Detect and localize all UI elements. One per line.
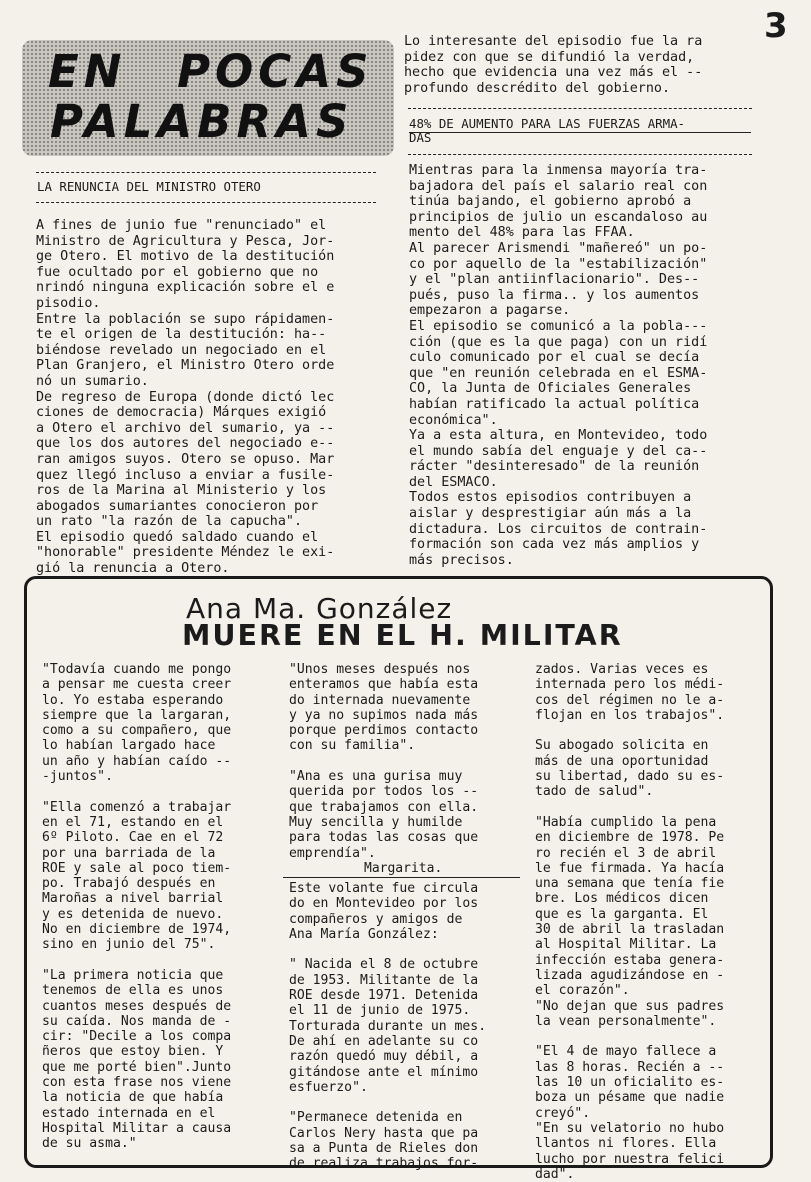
article-heading-otero: LA RENUNCIA DEL MINISTRO OTERO: [37, 179, 261, 194]
divider: [36, 202, 376, 203]
signature-rule: [283, 877, 520, 878]
divider: [36, 172, 376, 173]
masthead-line-1: EN POCAS: [48, 45, 374, 98]
article-body-fuerzas: Mientras para la inmensa mayoría tra- bajadora del país el salario real con tinúa bajando, el gobierno aprobó a principios de julio un escandaloso au mento del 48% para las FFAA. Al parecer Arismendi "mañereó" un po- co por aquello de la "estabilización" y el "plan antiinflacionario". Des-- pués, puso la firma.. y los aumentos empezaron a pagarse. El episodio se comunicó a la pobla--- ción (que es la que paga) con un ridí culo comunicado por el cual se decía que "en reunión celebrada en el ESMA- CO, la Junta de Oficiales Generales habían ratificado la actual política económica". Ya a esta altura, en Montevideo, todo el mundo sabía del enguaje y del ca-- rácter "desinteresado" de la reunión del ESMACO. Todos estos episodios contribuyen a aislar y desprestigiar aún más a la dictadura. Los circuitos de contrain- formación son cada vez más amplios y más precisos.: [409, 163, 708, 568]
divider: [408, 108, 752, 109]
box-column-1: "Todavía cuando me pongo a pensar me cuesta creer lo. Yo estaba esperando siempre que la largaran, como a su compañero, que lo habían largado hace un año y habían caído -- -juntos". "Ella comenzó a trabajar en el 71, estando en el 6º Piloto. Cae en el 72 por una barriada de la ROE y sale al poco tiem- po. Trabajó después en Maroñas a nivel barrial y es detenida de nuevo. No en diciembre de 1974, sino en junio del 75". "La primera noticia que tenemos de ella es unos cuantos meses después de su caída. Nos manda de - cir: "Decile a los compa ñeros que estoy bien. Y que me porté bien".Junto con esta frase nos viene la noticia de que había estado internada en el Hospital Militar a causa de su asma.": [42, 662, 232, 1152]
divider: [408, 154, 752, 155]
article-body-otero: A fines de junio fue "renunciado" el Ministro de Agricultura y Pesca, Jor- ge Otero. El motivo de la destitución fue ocultado por el gobierno que no nrindó ninguna explicación sobre el e pisodio. Entre la población se supo rápidamen- te el origen de la destitución: ha-- biéndose revelado un negociado en el Plan Granjero, el Ministro Otero orde nó un sumario. De regreso de Europa (donde dictó lec ciones de democracia) Márques exigió a Otero el archivo del sumario, ya -- que los dos autores del negociado e-- ran amigos suyos. Otero se opuso. Mar quez llegó incluso a enviar a fusile- ros de la Marina al Ministerio y los abogados sumariantes conocieron por un rato "la razón de la capucha". El episodio quedó saldado cuando el "honorable" presidente Méndez le exi- gió la renuncia a Otero.: [36, 218, 335, 577]
masthead-logo: [22, 40, 394, 156]
page-number: 3: [764, 6, 788, 46]
intro-paragraph: Lo interesante del episodio fue la ra pidez con que se difundió la verdad, hecho que evidencia una vez más el -- profundo descrédito del gobierno.: [404, 34, 703, 96]
box-column-2-top: "Unos meses después nos enteramos que había esta do internada nuevamente y ya no supimos nada más porque perdimos contacto con su familia". "Ana es una gurisa muy querida por todos los -- que trabajamos con ella. Muy sencilla y humilde para todas las cosas que emprendía".: [289, 662, 479, 861]
box-title: Ana Ma. González: [186, 592, 453, 625]
box-column-3: zados. Varias veces es internada pero los médi- cos del régimen no le a- flojan en los trabajos". Su abogado solicita en más de una oportunidad su libertad, dado su es- tado de salud". "Había cumplido la pena en diciembre de 1978. Pe ro recién el 3 de abril le fue firmada. Ya hacía una semana que tenía fie bre. Los médicos dicen que es la garganta. El 30 de abril la trasladan al Hospital Militar. La infección estaba genera- lizada agudizándose en - el corazón". "No dejan que sus padres la vean personalmente". "El 4 de mayo fallece a las 8 horas. Recién a -- las 10 un oficialito es- boza un pésame que nadie creyó". "En su velatorio no hubo llantos ni flores. Ella lucho por nuestra felici dad".: [535, 662, 725, 1182]
box-column-2-bottom: Este volante fue circula do en Montevideo por los compañeros y amigos de Ana María González: " Nacida el 8 de octubre de 1953. Militante de la ROE desde 1971. Detenida el 11 de junio de 1975. Torturada durante un mes. De ahí en adelante su co razón quedó muy débil, a gitándose ante el mínimo esfuerzo". "Permanece detenida en Carlos Nery hasta que pa sa a Punta de Rieles don de realiza trabajos for-: [289, 881, 487, 1172]
signature: Margarita.: [364, 861, 443, 876]
article-heading-fuerzas: 48% DE AUMENTO PARA LAS FUERZAS ARMA- DAS: [409, 116, 686, 145]
heading-underline: [409, 132, 751, 133]
box-subtitle: MUERE EN EL H. MILITAR: [182, 619, 623, 652]
masthead-line-2: PALABRAS: [50, 95, 354, 148]
